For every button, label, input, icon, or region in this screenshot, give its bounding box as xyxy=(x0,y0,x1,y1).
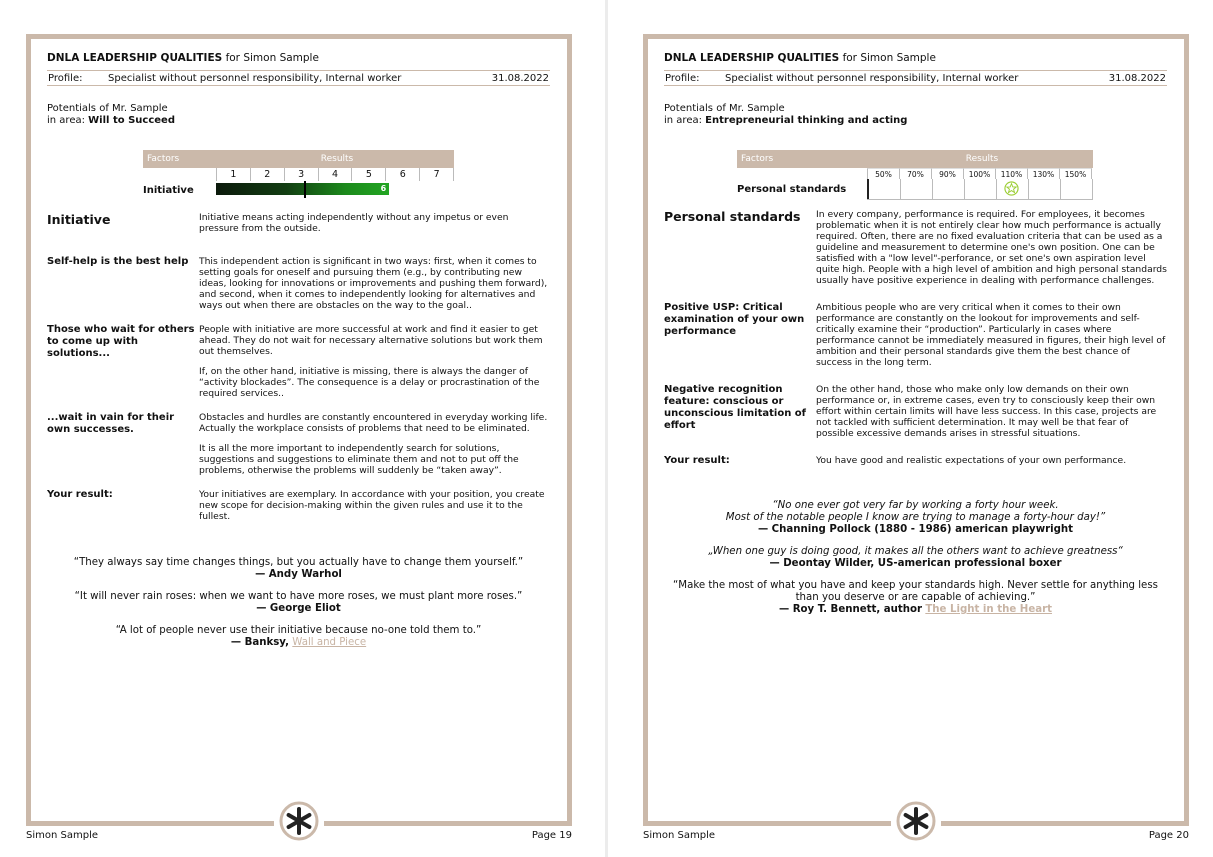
rating-star-icon xyxy=(1004,181,1019,196)
percent-tick: 100% xyxy=(964,168,996,179)
footer-page-number: Page 20 xyxy=(1148,830,1189,841)
scale-tick: 6 xyxy=(386,168,420,181)
book-link[interactable]: Wall and Piece xyxy=(292,637,367,648)
result-text: Your initiatives are exemplary. In accordance with your position, you create new scope for decision-making within the given rules and use it to the fullest. xyxy=(199,489,545,522)
percent-tick: 50% xyxy=(867,168,900,179)
percent-cell xyxy=(965,179,997,199)
footer-name: Simon Sample xyxy=(643,830,715,841)
scale-tick: 3 xyxy=(285,168,319,181)
section-title: ...wait in vain for their own successes. xyxy=(47,412,175,435)
potentials-heading: Potentials of Mr. Sample in area: Will to Succeed xyxy=(47,103,175,126)
asterisk-logo-icon xyxy=(891,800,941,842)
report-date: 31.08.2022 xyxy=(1108,73,1166,84)
section-title: Your result: xyxy=(47,489,113,500)
percent-tick: 70% xyxy=(900,168,932,179)
percent-scale-header xyxy=(867,168,1093,179)
result-bar-marker xyxy=(304,181,306,198)
percent-cell xyxy=(867,179,901,199)
scale-tick: 5 xyxy=(352,168,386,181)
quotes-block: “They always say time changes things, but you actually have to change them yourself.” — Andy Warhol “It will never rain roses: when we want to have more roses, we must plant more roses.” — George Eliot “A lot of people never use their initiative because no-one told them to.” — Banksy, Wall and Piece xyxy=(73,557,524,648)
quotes-block: “No one ever got very far by working a forty hour week. Most of the notable people I know are trying to manage a forty-hour day!” — Channing Pollock (1880 - 1986) american playwright „When one guy is doing good, it makes all the others want to achieve greatness“ — Deontay Wilder, US-american professional boxer “Make the most of what you have and keep your standards high. Never settle for anything less than you deserve or are capable of achieving.” — Roy T. Bennett, author The Light in the Heart xyxy=(673,500,1158,615)
percent-tick: 110% xyxy=(996,168,1028,179)
profile-bar: Profile: Specialist without personnel responsibility, Internal worker 31.08.2022 xyxy=(47,70,550,86)
report-title: DNLA LEADERSHIP QUALITIES for Simon Sample xyxy=(47,52,319,64)
page-divider xyxy=(605,0,608,857)
scale-tick: 4 xyxy=(319,168,353,181)
footer-name: Simon Sample xyxy=(26,830,98,841)
percent-tick: 90% xyxy=(932,168,964,179)
page-19: Simon Sample Page 19 DNLA LEADERSHIP QUALITIES for Simon Sample Profile: Specialist without personnel responsibility, Internal worker 31.08.2022 Potentials of Mr. Sample in area: Will to Succeed Initiative Initiative means acting independently without any impetus or even pressure from the outside. Self-help is the best help This independent action is significant in two ways: first, when it comes to setting goals for oneself and pursuing them (e.g., by contributing new ideas, looking for innovations or improvements and pushing them forward), and second, when it comes to independently looking for alternatives and ways out when there are obstacles on the way to the goal.. Those who wait for others to come up with solutions... People with initiative are more successful at work and find it easier to get ahead. They do not wait for necessary alternative solutions but work them out themselves. If, on the other hand, initiative is missing, there is always the danger of “activity blockades”. The consequence is a delay or procrastination of the required services.. ...wait in vain for their own successes. Obstacles and hurdles are constantly encountered in everyday working life. Actually the workplace consists of problems that need to be eliminated. It is all the more important to independently search for solutions, suggestions and suggestions to eliminate them and not to put off the problems, otherwise the problems will suddenly be “taken away”. Your result: Your initiatives are exemplary. In accordance with your position, you create new scope for decision-making within the given rules and use it to the fullest. “They always say time changes things, but you actually have to change them yourself.” — Andy Warhol “It will never rain roses: when we want to have more roses, we must plant more roses.” — George Eliot “A lot of people never use their initiative because no-one told them to.” — Banksy, Wall and Piece Factors Results 1 2 3 4 5 6 7 Initiative 6 xyxy=(26,34,572,826)
result-bar-track xyxy=(216,183,422,197)
personal-standards-results-table: Factors Results 50% 70% 90% 100% 110% 130% 150% Personal standards xyxy=(737,150,1093,199)
section-title: Those who wait for others to come up with solutions... xyxy=(47,324,195,359)
profile-bar: Profile: Specialist without personnel responsibility, Internal worker 31.08.2022 xyxy=(664,70,1167,86)
scale-tick: 1 xyxy=(216,168,251,181)
footer-page-number: Page 19 xyxy=(531,830,572,841)
percent-cell xyxy=(901,179,933,199)
asterisk-logo-icon xyxy=(274,800,324,842)
factor-label: Personal standards xyxy=(737,183,847,195)
result-text: You have good and realistic expectations of your own performance. xyxy=(816,455,1127,466)
percent-cell xyxy=(1061,179,1093,199)
report-title: DNLA LEADERSHIP QUALITIES for Simon Sample xyxy=(664,52,936,64)
section-title: Initiative xyxy=(47,212,111,227)
percent-cell xyxy=(1029,179,1061,199)
page-20: Simon Sample Page 20 DNLA LEADERSHIP QUALITIES for Simon Sample Profile: Specialist without personnel responsibility, Internal worker 31.08.2022 Potentials of Mr. Sample in area: Entrepreneurial thinking and acting Personal standards In every company, performance is required. For employees, it becomes problematic when it is not entirely clear how much performance is actually required. Often, there are no fixed evaluation criteria that can be used as a guideline and measurement to determine one's own position. One can be satisfied with a "low level"-perforance, or set one's own aspiration level quite high. People with a high level of ambition and high personal standards usually have positive experience in dealing with performance challenges. Positive USP: Critical examination of your own performance Ambitious people who are very critical when it comes to their own performance are constantly on the lookout for improvements and self-critically examine their “production”. Particularly in cases where performance cannot be immediately measured in figures, their high level of ambition and their personal standards give them the best chance of success in the long term. Negative recognition feature: conscious or unconscious limitation of effort On the other hand, those who make only low demands on their own performance or, in extreme cases, even try to consciously keep their own effort within certain limits will have less success. In this case, projects are not tackled with sufficient determination. It may well be that fear of possible excessive demands arises in stressful situations. Your result: You have good and realistic expectations of your own performance. “No one ever got very far by working a forty hour week. Most of the notable people I know are trying to manage a forty-hour day!” — Channing Pollock (1880 - 1986) american playwright „When one guy is doing good, it makes all the others want to achieve greatness“ — Deontay Wilder, US-american professional boxer “Make the most of what you have and keep your standards high. Never settle for anything less than you deserve or are capable of achieving.” — Roy T. Bennett, author The Light in the Heart Factors Results 50% 70% 90% 100% 110% 130% 150% Personal standards xyxy=(643,34,1189,826)
section-title: Negative recognition feature: conscious or unconscious limitation of effort xyxy=(664,384,807,431)
scale-tick: 2 xyxy=(251,168,285,181)
potentials-heading: Potentials of Mr. Sample in area: Entrepreneurial thinking and acting xyxy=(664,103,908,126)
section-title: Positive USP: Critical examination of your own performance xyxy=(664,302,805,337)
report-date: 31.08.2022 xyxy=(491,73,549,84)
percent-tick: 150% xyxy=(1060,168,1092,179)
section-title: Personal standards xyxy=(664,209,801,224)
scale-tick: 7 xyxy=(420,168,454,181)
result-bar-fill xyxy=(216,183,389,195)
initiative-results-table: Factors Results 1 2 3 4 5 6 7 Initiative 6 xyxy=(143,150,454,199)
percent-cell xyxy=(933,179,965,199)
factor-label: Initiative xyxy=(143,184,194,196)
scale-header xyxy=(216,168,454,181)
percent-cell xyxy=(997,179,1029,199)
book-link[interactable]: The Light in the Heart xyxy=(925,604,1053,615)
section-title: Your result: xyxy=(664,455,730,466)
section-title: Self-help is the best help xyxy=(47,256,189,267)
result-bar-value: 6 xyxy=(380,184,387,193)
percent-tick: 130% xyxy=(1028,168,1060,179)
percent-cells xyxy=(867,179,1093,200)
